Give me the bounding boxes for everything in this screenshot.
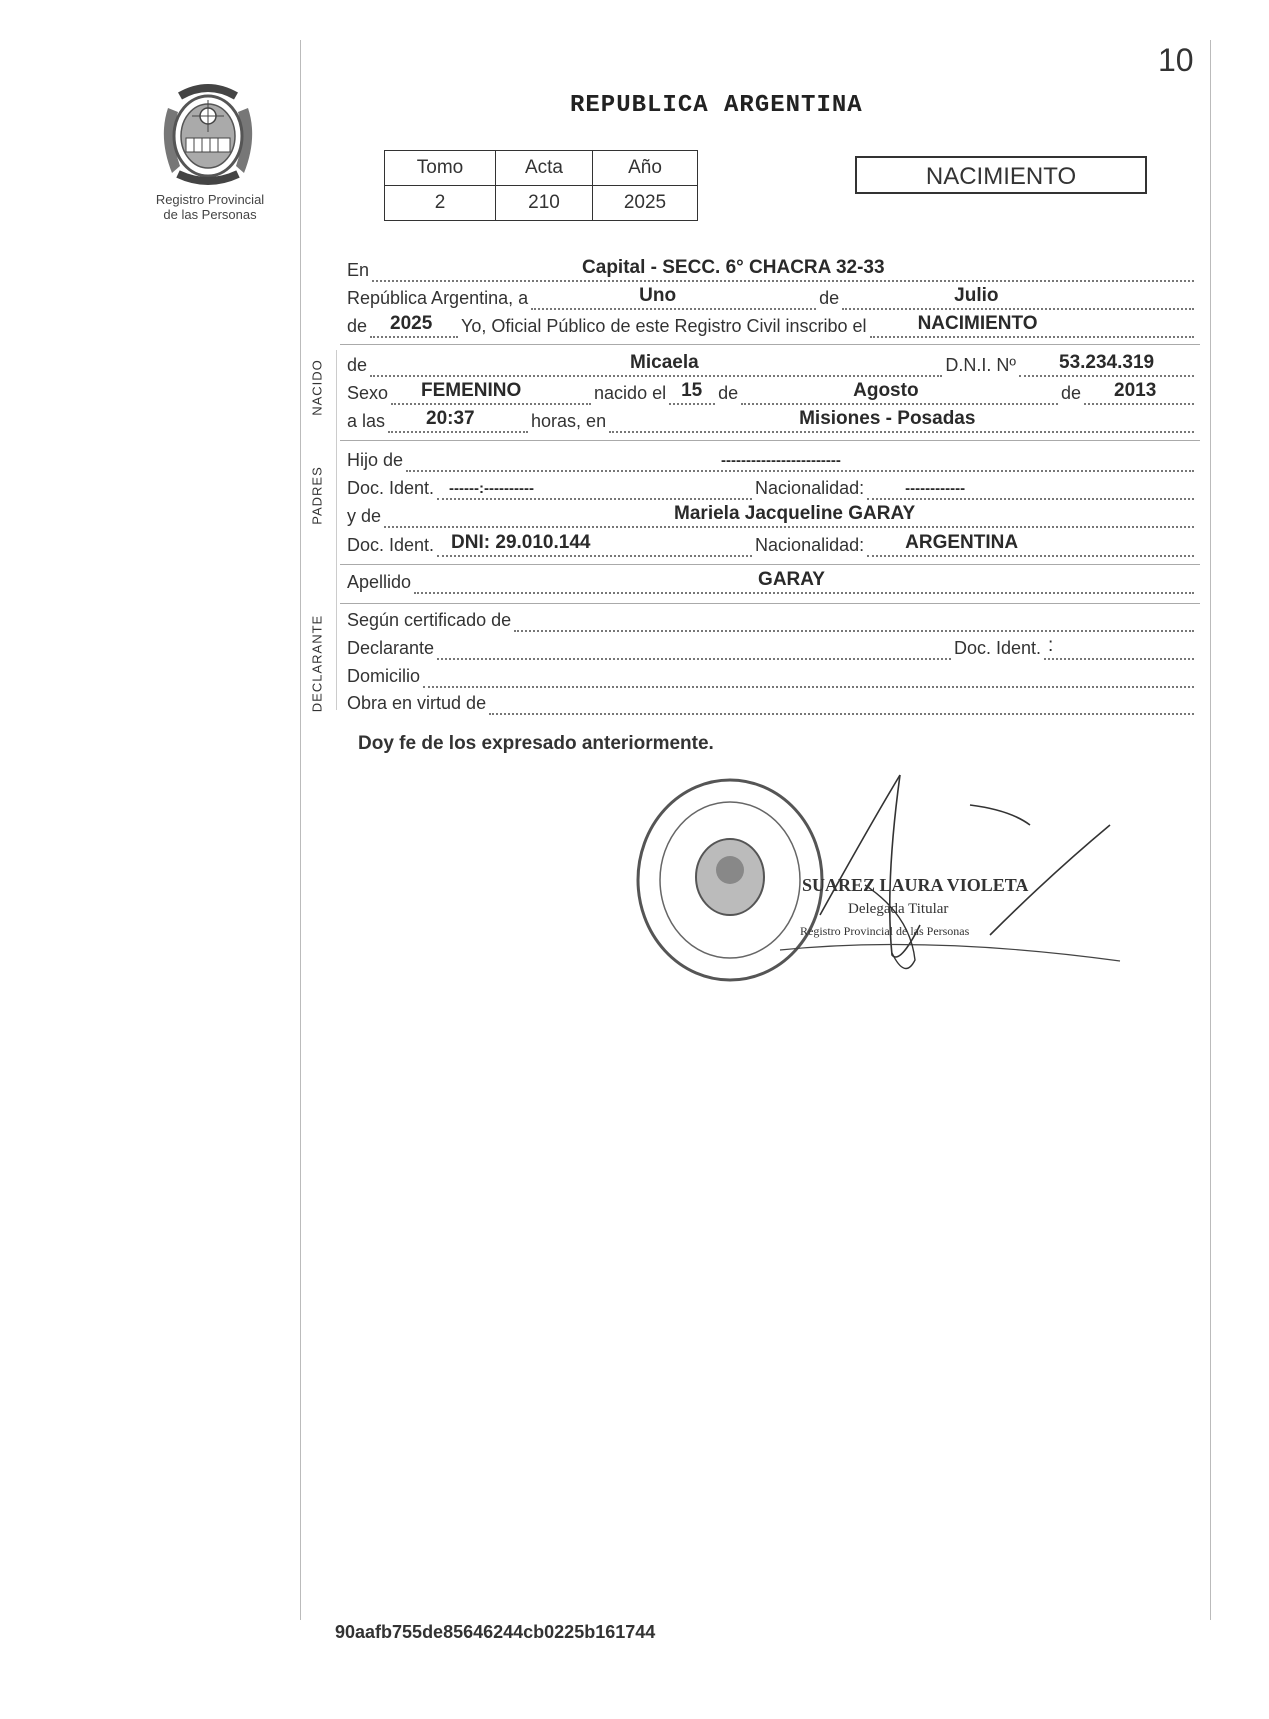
de-year-label: de xyxy=(347,316,368,336)
declarante-label: Declarante xyxy=(347,638,435,658)
province-seal xyxy=(150,78,266,195)
official-stamp-and-signature xyxy=(630,765,1130,1005)
mother-nat-label: Nacionalidad: xyxy=(755,535,865,555)
en-value: Capital - SECC. 6° CHACRA 32-33 xyxy=(582,257,885,278)
year-dots xyxy=(370,314,458,338)
record-value-row xyxy=(385,186,698,221)
mother-nat-dots xyxy=(867,533,1194,557)
apellido-label: Apellido xyxy=(347,572,412,592)
inscribo-label: Yo, Oficial Público de este Registro Civil inscribo el xyxy=(461,316,867,336)
birth-year-value: 2013 xyxy=(1114,380,1157,401)
en-label: En xyxy=(347,260,370,280)
field-row-fecha xyxy=(347,286,1197,310)
left-margin-line xyxy=(300,40,301,1620)
registry-caption xyxy=(140,192,280,222)
father-nat-dots xyxy=(867,476,1194,500)
stamp-officer-name: SUAREZ LAURA VIOLETA xyxy=(802,875,1029,895)
dni-label: D.N.I. Nº xyxy=(945,355,1016,375)
round-stamp xyxy=(638,780,822,980)
birth-day-value: 15 xyxy=(681,380,703,401)
mother-doc-dots xyxy=(437,533,752,557)
record-value-anio: 2025 xyxy=(593,186,698,221)
sexo-label: Sexo xyxy=(347,383,389,403)
section-label-line xyxy=(336,350,337,710)
sexo-value: FEMENINO xyxy=(421,380,522,401)
domicilio-dots xyxy=(423,664,1194,688)
birth-time-value: 20:37 xyxy=(426,408,475,429)
section-divider-1 xyxy=(340,344,1200,345)
field-row-domicilio xyxy=(347,664,1197,688)
mother-doc-value: DNI: 29.010.144 xyxy=(451,532,591,553)
birth-place-dots xyxy=(609,409,1194,433)
apellido-dots xyxy=(414,570,1194,594)
birth-day-dots xyxy=(669,381,715,405)
field-row-declarante xyxy=(347,636,1197,660)
registry-caption-line1: Registro Provincial xyxy=(155,192,265,207)
obra-dots xyxy=(489,691,1194,715)
mother-dots xyxy=(384,504,1194,528)
declarante-doc-dots xyxy=(1044,636,1194,660)
declarante-dots xyxy=(437,636,951,660)
birth-year-dots xyxy=(1084,381,1194,405)
de-label: de xyxy=(819,288,840,308)
field-row-certificado xyxy=(347,608,1197,632)
field-row-apellido xyxy=(347,570,1197,594)
field-row-hora xyxy=(347,409,1197,433)
record-header-acta: Acta xyxy=(496,151,593,186)
a-las-label: a las xyxy=(347,411,386,431)
record-header-tomo: Tomo xyxy=(385,151,496,186)
birth-place-value: Misiones - Posadas xyxy=(799,408,976,429)
horas-label: horas, en xyxy=(531,411,607,431)
section-label-nacido: NACIDO xyxy=(309,359,325,416)
name-dots xyxy=(370,353,942,377)
right-margin-line xyxy=(1210,40,1211,1620)
de-month-label: de xyxy=(718,383,739,403)
de-year2-label: de xyxy=(1060,383,1081,403)
field-row-sexo xyxy=(347,381,1197,405)
day-dots xyxy=(531,286,816,310)
de-name-label: de xyxy=(347,355,368,375)
obra-label: Obra en virtud de xyxy=(347,693,487,713)
signature-scribble xyxy=(780,775,1120,969)
record-header-row xyxy=(385,151,698,186)
year-value: 2025 xyxy=(390,313,433,334)
father-nat-label: Nacionalidad: xyxy=(755,478,865,498)
sexo-dots xyxy=(391,381,591,405)
month-dots xyxy=(842,286,1194,310)
closing-statement: Doy fe de los expresado anteriormente. xyxy=(358,733,714,754)
mother-doc-label: Doc. Ident. xyxy=(347,535,435,555)
declarante-doc-label: Doc. Ident. xyxy=(953,638,1041,658)
y-de-label: y de xyxy=(347,506,382,526)
apellido-value: GARAY xyxy=(758,569,825,590)
certificado-dots xyxy=(514,608,1194,632)
inscribo-dots xyxy=(870,314,1194,338)
field-row-en xyxy=(347,258,1197,282)
day-value: Uno xyxy=(639,285,677,306)
registry-caption-line2: de las Personas xyxy=(163,207,257,222)
field-row-nombre xyxy=(347,353,1197,377)
dni-dots xyxy=(1019,353,1194,377)
name-value: Micaela xyxy=(630,352,699,373)
declarante-doc-colon: : xyxy=(1048,635,1054,656)
mother-nat-value: ARGENTINA xyxy=(905,532,1019,553)
record-table xyxy=(384,150,698,221)
stamp-officer-title: Delegada Titular xyxy=(848,901,949,917)
nacido-label: nacido el xyxy=(594,383,667,403)
record-value-tomo: 2 xyxy=(385,186,496,221)
birth-month-dots xyxy=(741,381,1058,405)
birth-time-dots xyxy=(388,409,528,433)
section-divider-4 xyxy=(340,603,1200,604)
section-label-padres: PADRES xyxy=(309,466,325,525)
certificate-type-box: NACIMIENTO xyxy=(855,156,1147,194)
father-doc-dots xyxy=(437,476,752,500)
record-value-acta: 210 xyxy=(496,186,593,221)
inscribo-value: NACIMIENTO xyxy=(917,313,1038,334)
record-header-anio: Año xyxy=(593,151,698,186)
page-number: 10 xyxy=(1158,42,1194,78)
birth-month-value: Agosto xyxy=(853,380,919,401)
hijo-value: ------------------------ xyxy=(721,452,841,469)
dni-value: 53.234.319 xyxy=(1059,352,1155,373)
field-row-mother-doc xyxy=(347,533,1197,557)
stamp-officer-org: Registro Provincial de las Personas xyxy=(800,924,970,938)
certificado-label: Según certificado de xyxy=(347,610,512,630)
section-divider-2 xyxy=(340,440,1200,441)
en-dots xyxy=(372,258,1194,282)
father-doc-value: ------:---------- xyxy=(449,480,534,497)
father-nat-value: ------------ xyxy=(905,480,966,497)
section-label-declarante: DECLARANTE xyxy=(309,614,325,713)
domicilio-label: Domicilio xyxy=(347,666,421,686)
field-row-mother xyxy=(347,504,1197,528)
hijo-dots xyxy=(406,448,1194,472)
field-row-father-doc xyxy=(347,476,1197,500)
hijo-label: Hijo de xyxy=(347,450,404,470)
father-doc-label: Doc. Ident. xyxy=(347,478,435,498)
mother-name-value: Mariela Jacqueline GARAY xyxy=(674,503,916,524)
field-row-inscribo xyxy=(347,314,1197,338)
month-value: Julio xyxy=(954,285,999,306)
section-divider-3 xyxy=(340,564,1200,565)
republica-label: República Argentina, a xyxy=(347,288,529,308)
field-row-obra xyxy=(347,691,1197,715)
document-hash: 90aafb755de85646244cb0225b161744 xyxy=(335,1622,656,1642)
country-title: REPUBLICA ARGENTINA xyxy=(570,92,863,119)
field-row-hijo xyxy=(347,448,1197,472)
